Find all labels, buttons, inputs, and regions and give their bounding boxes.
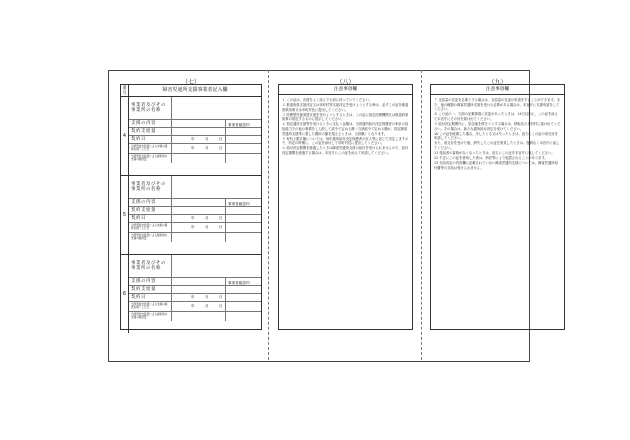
content-label: 支援の内容: [131, 121, 156, 126]
month-label: 月: [205, 295, 209, 299]
month-label: 月: [205, 304, 209, 308]
note-item: ５ 有料上限月額については、毎年通所給付決定保護者の収入等に応じて決定しますので、所定の時期に、この証を添付して市町村長に提出してください。: [282, 136, 409, 146]
notes-box-9: [430, 84, 565, 330]
contract-amount-label: 契約支給量: [131, 129, 156, 134]
entry-number: 6: [121, 255, 129, 333]
end-date-row: [129, 302, 261, 312]
table-title: 障害児通所支援事業者記入欄: [162, 87, 228, 93]
content-row: [129, 278, 261, 286]
note-item: また、再交付を受けた後、紛失したこの証を発見したときは、遅滞なく本官庁に返してください。: [434, 141, 560, 150]
note-item: 11 受給者の資格がなくなったときは、直ちにこの証を本官庁に返してください。: [434, 151, 555, 156]
note-item: ７ 支給量の変更を必要とする場合は、支給量の変更の申請をすることができます。また、他の種類の障害児通所支援を受ける必要がある場合は、本官庁に支援申請をしてください。: [434, 98, 561, 112]
office-name-label: 事業者及びその事業所の名称: [131, 103, 166, 113]
note-item: 12 不正にこの証を使用した者は、刑法等により処罰されることがあります。: [434, 156, 548, 161]
contract-amount-row: [129, 286, 261, 294]
panel-label-7: （七）: [181, 79, 200, 86]
notes-list: [431, 95, 564, 170]
notes-header: 注意事項欄: [279, 85, 412, 95]
remaining-label: 当該契約支給量による提供済の支援の提供量: [131, 313, 168, 319]
remaining-row: [129, 233, 261, 242]
day-label: 日: [219, 137, 223, 141]
remaining-row: [129, 312, 261, 321]
end-date-row: [129, 223, 261, 233]
note-item: ９ 給付決定期間内に、居住地を移そうとする場合は、移転先の市町村に届け出てください。その場合は、新たな通所給付決定を受けてください。: [434, 121, 561, 131]
end-date-label: 当該契約支給量による支援の提供を終了した日: [131, 303, 168, 309]
office-name-label: 事業者及びその事業所の名称: [131, 261, 166, 271]
confirm-stamp-label: 事業者確認印: [228, 202, 250, 206]
end-date-label: 当該契約支給量による支援の提供を終了した日: [131, 224, 168, 230]
confirm-stamp-label: 事業者確認印: [228, 281, 250, 285]
contract-date-label: 契約日: [131, 295, 146, 300]
note-item: ８ この証の一、九面の記載事項に変更があったときは、14日以内に、この証を添えて本官庁にその旨を届け出てください。: [434, 112, 558, 121]
contract-date-label: 契約日: [131, 216, 146, 221]
year-label: 年: [191, 137, 195, 141]
note-item: ４ 指定通所支援等を受けるときに支払う金額は、当該通所給付決定保護者の家計の負担能力その他の事情をしん酌して政令で定める額（当該政令で定める額が、指定障害児通所支援等に要した費用の額を超えるときは、当該額）となります。: [282, 122, 409, 136]
month-label: 月: [205, 146, 209, 150]
note-item: ２ 都道府県支援決定又は市町村等支援決定を受けようとする時は、必ずこの証を都道府県知事又は市町村長に提出してください。: [282, 103, 409, 112]
confirm-stamp-label: 事業者確認印: [228, 123, 250, 127]
office-name-row: [129, 255, 261, 278]
contract-date-row: [129, 136, 261, 144]
year-label: 年: [191, 304, 195, 308]
remaining-label: 当該契約支給量による提供済の支援の提供量: [131, 234, 168, 240]
year-label: 年: [191, 146, 195, 150]
provider-entry-table: [120, 84, 262, 330]
number-header: 番号: [121, 85, 129, 96]
month-label: 月: [205, 137, 209, 141]
content-label: 支援の内容: [131, 200, 156, 205]
contract-amount-label: 契約支給量: [131, 287, 156, 292]
office-name-row: [129, 176, 261, 199]
content-row: [129, 199, 261, 207]
contract-date-row: [129, 294, 261, 302]
panel-label-8: （八）: [336, 79, 355, 86]
contract-date-row: [129, 215, 261, 223]
entry-number: 5: [121, 176, 129, 254]
remaining-row: [129, 154, 261, 163]
end-date-row: [129, 144, 261, 154]
notes-list: [279, 95, 412, 156]
office-name-label: 事業者及びその事業所の名称: [131, 182, 166, 192]
year-label: 年: [191, 225, 195, 229]
note-item: ６ 給付決定期間を経過したときは障害児通所支援の給付を受けられませんので、給付決定期間を経過する場合は、本官庁にこの証を添えて申請してください。: [282, 146, 409, 156]
entry-block: [121, 176, 261, 255]
day-label: 日: [219, 304, 223, 308]
end-date-label: 当該契約支給量による支援の提供を終了した日: [131, 145, 168, 151]
entry-number: 4: [121, 97, 129, 175]
year-label: 年: [191, 216, 195, 220]
day-label: 日: [219, 225, 223, 229]
fold-line: [268, 70, 269, 360]
month-label: 月: [205, 216, 209, 220]
notes-box-8: [278, 84, 413, 330]
notes-header: 注意事項欄: [431, 85, 564, 95]
table-header: [121, 85, 261, 97]
note-item: 13 支給決定の内容欄に記載されていない障害児通所支援については、障害児通所給付費等の支給は受けられません。: [434, 161, 558, 170]
note-item: 10 この証を破棄した場合、汚したとき又は失ったときは、直ちにこの証の再交付を申請してください。: [434, 131, 558, 141]
contract-amount-label: 契約支給量: [131, 208, 156, 213]
entry-block: [121, 255, 261, 333]
panel-label-9: （九）: [488, 79, 507, 86]
day-label: 日: [219, 216, 223, 220]
contract-date-label: 契約日: [131, 137, 146, 142]
note-item: ３ 医療型児童発達支援を受けようとするときは、この証に指定医療機関又は都道府県知事の指定するものに提示してください。: [282, 112, 409, 122]
contract-amount-row: [129, 207, 261, 215]
year-label: 年: [191, 295, 195, 299]
entry-block: [121, 97, 261, 176]
fold-line: [421, 70, 422, 360]
content-label: 支援の内容: [131, 279, 156, 284]
note-item: １ この証は、各面をよく読んで大切に持っていてください。: [282, 98, 373, 102]
day-label: 日: [219, 295, 223, 299]
content-row: [129, 120, 261, 128]
month-label: 月: [205, 225, 209, 229]
remaining-label: 当該契約支給量による提供済の支援の提供量: [131, 155, 168, 161]
day-label: 日: [219, 146, 223, 150]
office-name-row: [129, 97, 261, 120]
contract-amount-row: [129, 128, 261, 136]
